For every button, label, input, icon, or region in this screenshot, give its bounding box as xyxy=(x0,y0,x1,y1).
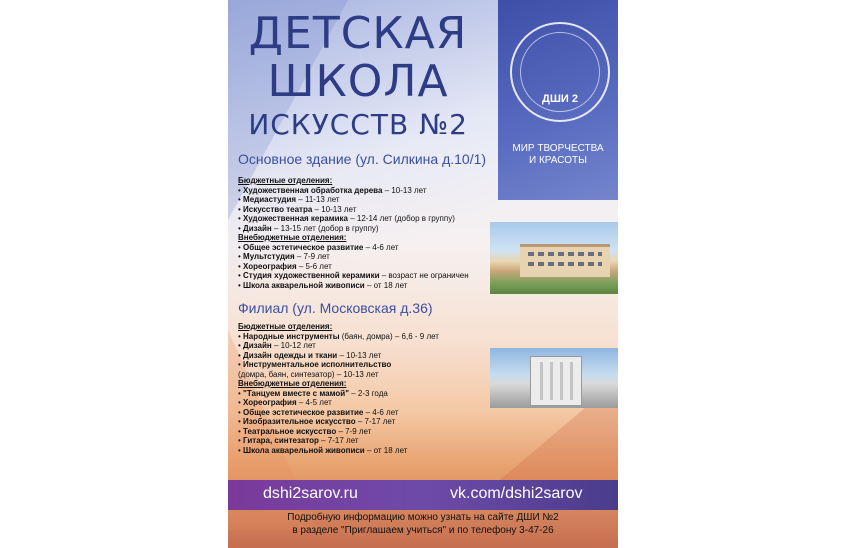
item-detail: – 7-9 лет xyxy=(294,252,330,261)
bullet-icon: • xyxy=(238,204,244,214)
tagline-line-1: МИР ТВОРЧЕСТВА xyxy=(512,143,604,154)
main-building-photo xyxy=(490,222,618,294)
list-item xyxy=(238,351,488,361)
item-detail: – от 18 лет xyxy=(364,445,408,455)
title-line-1: ДЕТСКАЯ xyxy=(248,8,468,59)
list-item xyxy=(238,205,498,215)
list-item xyxy=(238,214,498,224)
bullet-icon: • xyxy=(238,445,244,455)
bullet-icon: • xyxy=(238,341,244,350)
item-detail: – 10-13 лет xyxy=(337,350,382,360)
budget-note: (домра, баян, синтезатор) – 10-13 лет xyxy=(238,369,379,379)
list-item xyxy=(238,195,498,205)
budget-group-title: Бюджетные отделения: xyxy=(238,322,333,331)
list-item xyxy=(238,224,498,234)
list-item xyxy=(238,417,488,427)
item-name: Инструментальное исполнительство xyxy=(243,360,392,369)
item-name: Школа акварельной живописи xyxy=(243,280,365,290)
item-detail: – 4-5 лет xyxy=(296,398,332,407)
branch-heading: Филиал (ул. Московская д.36) xyxy=(238,300,433,316)
list-item xyxy=(238,436,488,446)
list-item xyxy=(238,262,498,272)
poster xyxy=(228,0,618,548)
bullet-icon: • xyxy=(238,388,244,398)
bullet-icon: • xyxy=(238,436,244,445)
tagline-line-2: И КРАСОТЫ xyxy=(529,155,587,166)
bullet-icon: • xyxy=(238,407,244,417)
extra-group-title: Внебюджетные отделения: xyxy=(238,379,347,388)
budget-list xyxy=(238,332,488,370)
window-row xyxy=(528,262,602,266)
item-name: "Танцуем вместе с мамой" xyxy=(243,388,349,398)
item-detail: – 7-17 лет xyxy=(355,417,396,426)
column xyxy=(560,362,563,400)
item-detail: – 2-3 года xyxy=(349,388,388,398)
item-detail: – 5-6 лет xyxy=(296,261,332,271)
bullet-icon: • xyxy=(238,252,244,261)
building-shape xyxy=(520,244,610,277)
item-name: Дизайн xyxy=(243,223,272,233)
item-name: Студия художественной керамики xyxy=(243,271,380,280)
extra-list xyxy=(238,243,498,291)
item-name: Медиастудия xyxy=(243,195,297,204)
item-detail: – 4-6 лет xyxy=(363,407,399,417)
item-detail: – 10-13 лет xyxy=(312,204,357,214)
list-item xyxy=(238,332,488,342)
list-item xyxy=(238,341,488,351)
bullet-icon: • xyxy=(238,426,244,436)
title-line-3: ИСКУССТВ №2 xyxy=(248,108,468,141)
bullet-icon: • xyxy=(238,214,244,223)
main-building-list xyxy=(238,176,498,290)
bullet-icon: • xyxy=(238,417,244,426)
item-name: Мультстудия xyxy=(243,252,295,261)
item-detail: – 4-6 лет xyxy=(363,242,399,252)
bullet-icon: • xyxy=(238,223,244,233)
bullet-icon: • xyxy=(238,331,244,341)
list-item xyxy=(238,243,498,253)
extra-list xyxy=(238,389,488,456)
item-detail: – 10-13 лет xyxy=(382,185,427,195)
bullet-icon: • xyxy=(238,185,244,195)
budget-list xyxy=(238,186,498,234)
list-item xyxy=(238,408,488,418)
list-item xyxy=(238,398,488,408)
budget-group-title: Бюджетные отделения: xyxy=(238,176,333,185)
branch-list xyxy=(238,322,488,455)
bullet-icon: • xyxy=(238,398,244,407)
bullet-icon: • xyxy=(238,261,244,271)
item-name: Художественная обработка дерева xyxy=(243,185,383,195)
item-name: Театральное искусство xyxy=(243,426,337,436)
window-row xyxy=(528,252,602,256)
item-name: Художественная керамика xyxy=(243,214,348,223)
building-shape xyxy=(530,356,582,406)
branch-building-photo xyxy=(490,348,618,408)
extra-group-title: Внебюджетные отделения: xyxy=(238,233,347,242)
emblem-text: ДШИ 2 xyxy=(542,93,578,105)
item-name: Школа акварельной живописи xyxy=(243,445,365,455)
footer-line-2: в разделе "Приглашаем учиться" и по телефону 3-47-26 xyxy=(292,525,554,536)
list-item xyxy=(238,281,498,291)
item-detail: – 7-9 лет xyxy=(336,426,372,436)
list-item xyxy=(238,252,498,262)
item-name: Дизайн xyxy=(243,341,272,350)
item-detail: (баян, домра) – 6,6 - 9 лет xyxy=(339,331,439,341)
item-detail: – от 18 лет xyxy=(364,280,408,290)
list-item xyxy=(238,446,488,456)
item-name: Искусство театра xyxy=(243,204,313,214)
item-name: Гитара, синтезатор xyxy=(243,436,319,445)
bullet-icon: • xyxy=(238,271,244,280)
main-building-heading: Основное здание (ул. Силкина д.10/1) xyxy=(238,151,487,167)
bullet-icon: • xyxy=(238,360,244,369)
list-item xyxy=(238,186,498,196)
list-item xyxy=(238,271,498,281)
title-line-2: ШКОЛА xyxy=(267,56,449,107)
item-detail: – 7-17 лет xyxy=(318,436,359,445)
item-detail: – 12-14 лет (добор в группу) xyxy=(348,214,455,223)
list-item xyxy=(238,427,488,437)
list-item xyxy=(238,389,488,399)
bullet-icon: • xyxy=(238,195,244,204)
item-name: Дизайн одежды и ткани xyxy=(243,350,338,360)
column xyxy=(570,362,573,400)
item-name: Хореография xyxy=(243,398,297,407)
item-name: Общее эстетическое развитие xyxy=(243,407,364,417)
bullet-icon: • xyxy=(238,280,244,290)
tagline xyxy=(498,143,618,167)
list-item xyxy=(238,360,488,370)
bullet-icon: • xyxy=(238,350,244,360)
bullet-icon: • xyxy=(238,242,244,252)
vk-link[interactable]: vk.com/dshi2sarov xyxy=(450,485,583,502)
item-detail: – 11-13 лет xyxy=(296,195,340,204)
item-detail: – 10-12 лет xyxy=(271,341,316,350)
item-detail: – возраст не ограничен xyxy=(379,271,469,280)
footer-line-1: Подробную информацию можно узнать на сайте ДШИ №2 xyxy=(287,512,559,523)
column xyxy=(540,362,543,400)
item-name: Общее эстетическое развитие xyxy=(243,242,364,252)
footer-info xyxy=(228,511,618,537)
item-name: Хореография xyxy=(243,261,297,271)
item-name: Изобразительное искусство xyxy=(243,417,356,426)
website-link[interactable]: dshi2sarov.ru xyxy=(263,485,358,502)
item-name: Народные инструменты xyxy=(243,331,340,341)
item-detail: – 13-15 лет (добор в группу) xyxy=(271,223,379,233)
column xyxy=(550,362,553,400)
